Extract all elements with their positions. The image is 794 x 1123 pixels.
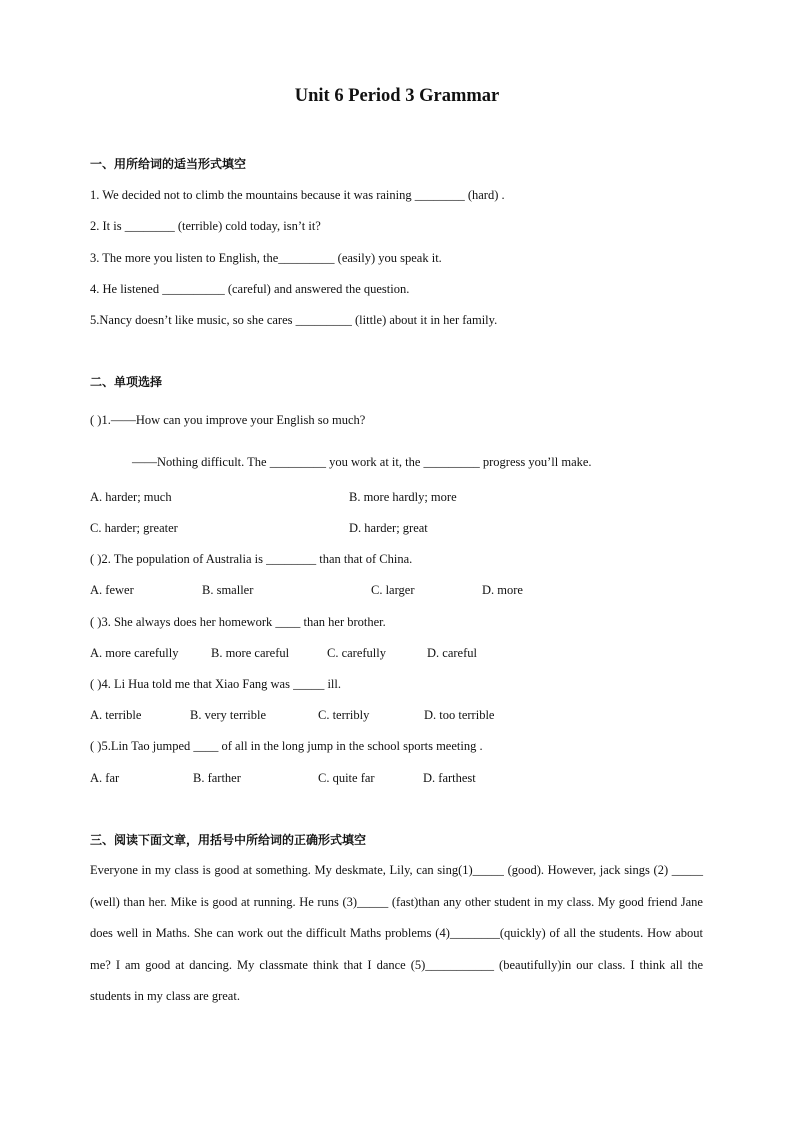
question-5-stem: ( )5.Lin Tao jumped ____ of all in the long jump in the school sports meeting . bbox=[90, 739, 483, 753]
question-4-option-c: C. terribly bbox=[318, 708, 370, 722]
question-2-option-b: B. smaller bbox=[202, 583, 254, 597]
section-2-heading: 二、单项选择 bbox=[90, 375, 163, 389]
question-2-option-c: C. larger bbox=[371, 583, 415, 597]
question-5-option-b: B. farther bbox=[193, 771, 241, 785]
question-1-reply: ——Nothing difficult. The _________ you work at it, the _________ progress you’ll make. bbox=[132, 455, 592, 469]
question-3-option-b: B. more careful bbox=[211, 646, 290, 660]
fill-item-4: 4. He listened __________ (careful) and answered the question. bbox=[90, 282, 410, 296]
question-3-stem: ( )3. She always does her homework ____ than her brother. bbox=[90, 615, 386, 629]
question-4-option-b: B. very terrible bbox=[190, 708, 267, 722]
question-5-option-a: A. far bbox=[90, 771, 120, 785]
fill-item-3: 3. The more you listen to English, the_________ (easily) you speak it. bbox=[90, 251, 442, 265]
question-1-option-c: C. harder; greater bbox=[90, 521, 178, 535]
question-1-stem: ( )1.——How can you improve your English so much? bbox=[90, 413, 366, 427]
question-3-option-d: D. careful bbox=[427, 646, 477, 660]
question-2-option-a: A. fewer bbox=[90, 583, 134, 597]
question-5-option-c: C. quite far bbox=[318, 771, 375, 785]
section-1-heading: 一、用所给词的适当形式填空 bbox=[90, 157, 247, 171]
page-title: Unit 6 Period 3 Grammar bbox=[294, 86, 500, 106]
question-3-option-c: C. carefully bbox=[327, 646, 387, 660]
question-5-option-d: D. farthest bbox=[423, 771, 476, 785]
question-4-option-d: D. too terrible bbox=[424, 708, 495, 722]
section-3-heading: 三、阅读下面文章，用括号中所给词的正确形式填空 bbox=[90, 833, 367, 847]
reading-passage: Everyone in my class is good at something. My deskmate, Lily, can sing(1)_____ (good). However, jack sings (2) _____ (well) than her. Mike is good at running. He runs (3)_____ (fast)than any other student in my class. My good friend Jane does well in Maths. She can work out the difficult Maths problems (4)________(quickly) of all the students. How about me? I am good at dancing. My classmate think that I dance (5)___________ (beautifully)in our class. I think all the students in my class are great. bbox=[90, 863, 703, 1003]
question-1-option-b: B. more hardly; more bbox=[349, 490, 457, 504]
question-2-stem: ( )2. The population of Australia is ________ than that of China. bbox=[90, 552, 413, 566]
fill-item-5: 5.Nancy doesn’t like music, so she cares _________ (little) about it in her family. bbox=[90, 313, 498, 327]
question-4-stem: ( )4. Li Hua told me that Xiao Fang was _____ ill. bbox=[90, 677, 342, 691]
question-1-option-a: A. harder; much bbox=[90, 490, 172, 504]
question-2-option-d: D. more bbox=[482, 583, 523, 597]
question-3-option-a: A. more carefully bbox=[90, 646, 179, 660]
fill-item-2: 2. It is ________ (terrible) cold today, isn’t it? bbox=[90, 219, 321, 233]
fill-item-1: 1. We decided not to climb the mountains because it was raining ________ (hard) . bbox=[90, 188, 505, 202]
question-4-option-a: A. terrible bbox=[90, 708, 142, 722]
question-1-option-d: D. harder; great bbox=[349, 521, 428, 535]
